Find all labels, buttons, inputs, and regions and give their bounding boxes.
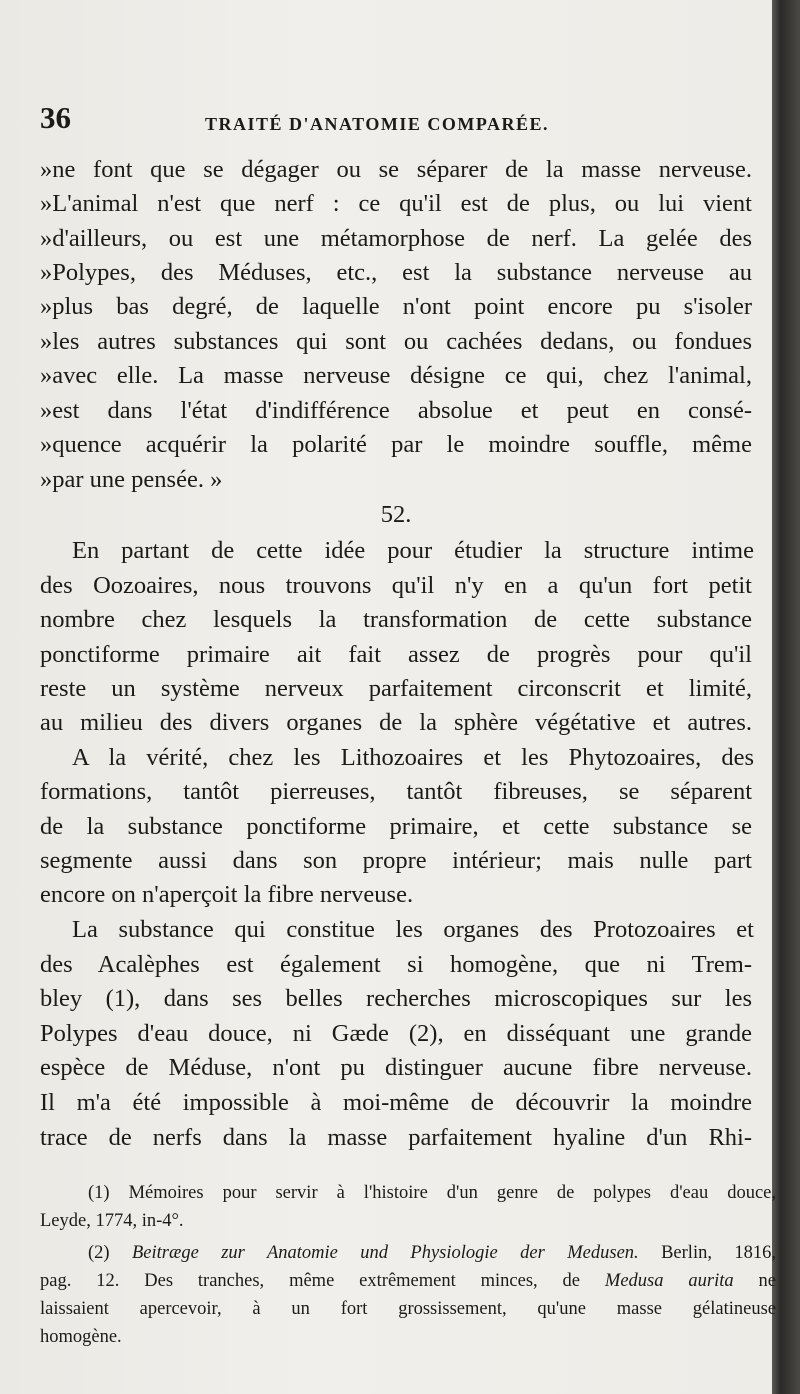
body-line: formations, tantôt pierreuses, tantôt fibreuses, se séparent — [40, 778, 752, 805]
body-line: »les autres substances qui sont ou cachées dedans, ou fondues — [40, 328, 752, 355]
body-line: espèce de Méduse, n'ont pu distinguer aucune fibre nerveuse. — [40, 1054, 752, 1081]
body-line: »L'animal n'est que nerf : ce qu'il est de plus, ou lui vient — [40, 190, 752, 217]
body-line: »est dans l'état d'indifférence absolue et peut en consé- — [40, 397, 752, 424]
footnote-2-title: Beitræge zur Anatomie und Physiologie der Medusen. — [132, 1243, 639, 1263]
body-line: nombre chez lesquels la transformation de cette substance — [40, 606, 752, 633]
body-line: »d'ailleurs, ou est une métamorphose de nerf. La gelée des — [40, 225, 752, 252]
footnote-2-line — [40, 1240, 776, 1266]
body-line: encore on n'aperçoit la fibre nerveuse. — [40, 881, 414, 908]
footnote-2-line: homogène. — [40, 1327, 122, 1347]
body-line: La substance qui constitue les organes des Protozoaires et — [72, 916, 754, 943]
body-line: »par une pensée. » — [40, 466, 223, 493]
footnote-1-line: Leyde, 1774, in-4°. — [40, 1211, 184, 1231]
body-line: »avec elle. La masse nerveuse désigne ce qui, chez l'animal, — [40, 362, 752, 389]
footnote-2-species: Medusa aurita — [604, 1271, 734, 1291]
body-line: bley (1), dans ses belles recherches microscopiques sur les — [40, 985, 752, 1012]
footnote-2-place: Berlin, 1816, — [638, 1243, 776, 1263]
body-line: »quence acquérir la polarité par le moindre souffle, même — [40, 431, 752, 458]
body-line: Il m'a été impossible à moi-même de découvrir la moindre — [40, 1089, 752, 1116]
body-line: A la vérité, chez les Lithozoaires et les Phytozoaires, des — [72, 744, 754, 771]
footnote-2-line — [40, 1268, 776, 1294]
body-line: des Oozoaires, nous trouvons qu'il n'y en a qu'un fort petit — [40, 572, 752, 599]
body-line: ponctiforme primaire ait fait assez de progrès pour qu'il — [40, 641, 752, 668]
body-line: Polypes d'eau douce, ni Gæde (2), en disséquant une grande — [40, 1020, 752, 1047]
body-line: des Acalèphes est également si homogène, que ni Trem- — [40, 951, 752, 978]
footnote-2-text: ne — [733, 1271, 776, 1291]
body-line: au milieu des divers organes de la sphère végétative et autres. — [40, 709, 752, 736]
footnote-2-line: laissaient apercevoir, à un fort grossissement, qu'une masse gélatineuse — [40, 1299, 776, 1319]
body-line: »ne font que se dégager ou se séparer de la masse nerveuse. — [40, 156, 752, 183]
running-head: TRAITÉ D'ANATOMIE COMPARÉE. — [205, 114, 550, 134]
footnote-2-text: pag. 12. Des tranches, même extrêmement minces, de — [40, 1271, 605, 1291]
body-line: reste un système nerveux parfaitement circonscrit et limité, — [40, 675, 752, 702]
body-line: trace de nerfs dans la masse parfaitement hyaline d'un Rhi- — [40, 1124, 752, 1151]
body-line: En partant de cette idée pour étudier la structure intime — [72, 537, 754, 564]
page-header — [40, 100, 750, 140]
page-number: 36 — [40, 100, 71, 135]
body-line: »plus bas degré, de laquelle n'ont point encore pu s'isoler — [40, 293, 752, 320]
section-number: 52. — [380, 501, 412, 528]
body-line: »Polypes, des Méduses, etc., est la substance nerveuse au — [40, 259, 752, 286]
page-edge — [772, 0, 800, 1394]
body-line: de la substance ponctiforme primaire, et cette substance se — [40, 813, 752, 840]
footnote-1-line: (1) Mémoires pour servir à l'histoire d'un genre de polypes d'eau douce, — [88, 1183, 776, 1203]
footnote-2-marker: (2) — [88, 1243, 110, 1263]
body-line: segmente aussi dans son propre intérieur; mais nulle part — [40, 847, 752, 874]
